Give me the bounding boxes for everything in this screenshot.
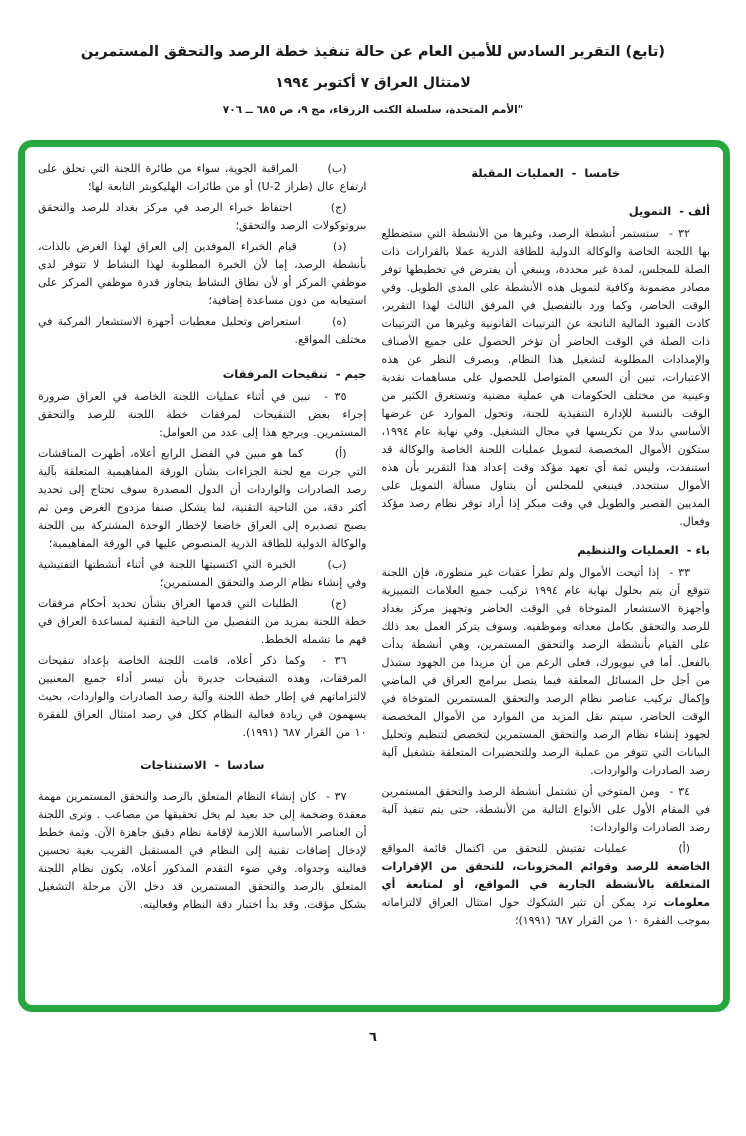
paragraph-33: ٣٣ - إذا أتيحت الأموال ولم تطرأ عقبات غير منظورة، فإن اللجنة تتوقع أن يتم بحلول نهاية عام ١٩٩٤ تركيب جميع العلامات التمييزية وأجهزة الاستشعار المتوخاة في الوقت الحاضر وتجهيز مركز بغداد للرصد والتحقق بكامل معداته وموظفيه. وسوف يتركز العمل بعد ذلك على القيام بأنشطة الرصد والتحقق المستمرين، وهي أنشطة بدأت بالفعل. أما في نيويورك، فعلى الرغم من أن مزيدا من الجهود ستبذل من أجل حل المسائل المعلقة فيما يتصل ببرامج العراق في الماضي وإكمال تركيب عناصر نظام الرصد والتحقق المستمرين المتوخاة في الوقت الحاضر، سيتم نقل المزيد من الموارد من الأموال المخصصة لجهود إنشاء نظام الرصد والتحقق المستمرين لتخصص لتنظيم وتحليل البيانات التي تتوفر من عملية الرصد وللتحضيرات المتعلقة بتشغيل آلية رصد الصادرات والواردات. [381, 566, 710, 777]
paragraph-item-dal: (د) قيام الخبراء الموفدين إلى العراق لهذا الغرض بالذات، بأنشطة الرصد، إما لأن الخبرة المطلوبة لهذا النشاط لا تتوفر لدى موظفي المركز أو لأن نطاق النشاط يتجاوز قدرة موظفي المركز على استيعابه من دون مساعدة إضافية؛ [38, 240, 367, 307]
paragraph-37: ٣٧ - كان إنشاء النظام المتعلق بالرصد والتحقق المستمرين مهمة معقدة وضخمة إلى حد بعيد لم يخل تحقيقها من مصاعب . وترى اللجنة أن العناصر الأساسية اللازمة لإقامة نظام دقيق جاهزة الآن. وثمة خطط لإدخال إضافات تقنية إلى النظام في المستقبل القريب بغية تحسين فعاليته وجدواه. وفي ضوء التقدم المذكور أعلاه، يكون نظام اللجنة المتعلق بالرصد والتحقق المستمرين قد دخل الآن مرحلة التشغيل بشكل مؤقت. وقد بدأ اختبار دقة النظام وفعاليته. [38, 790, 367, 911]
page-number: ٦ [369, 1030, 377, 1045]
column-right [382, 160, 711, 997]
paragraph-35: ٣٥ - تبين في أثناء عمليات اللجنة الخاصة في العراق ضرورة إجراء بعض التنقيحات لمرفقات خطة اللجنة للرصد والتحقق المستمرين. ويرجع هذا إلى عدد من العوامل: [38, 390, 367, 439]
paragraph-35-item-c: (ج) الطلبات التي قدمها العراق بشأن تحديد أحكام مرفقات خطة اللجنة بمزيد من التفصيل من الناحية التقنية لمساعدة العراق في فهم ما تشمله الخطط. [38, 597, 367, 646]
subheading-ba-operations: باء - العمليات والتنظيم [577, 543, 710, 557]
section-heading-five: خامسا - العمليات المقبلة [471, 166, 621, 180]
paragraph-35-item-a: (أ) كما هو مبين في الفصل الرابع أعلاه، أظهرت المناقشات التي جرت مع لجنة الجزاءات بشأن الورقة المفاهيمية المتعلقة بآلية رصد الصادرات والواردات أن الدول المصدرة سوف تحتاج إلى تحديد أكثر دقة، من الناحية التقنية، لما يشكل صنفا مزدوج الغرض ومن ثم يصبح تصديره إلى العراق خاضعا لإخطار الوحدة المشتركة بين اللجنة والوكالة الدولية للطاقة الذرية المنصوص عليها في الورقة المفاهيمية؛ [38, 447, 367, 550]
content-columns [25, 147, 723, 1005]
paragraph-34-item-a [382, 840, 711, 930]
paragraph-item-ba: (ب) المراقبة الجوية، سواء من طائرة اللجنة التي تحلق على ارتفاع عال (طراز U-2) أو من طائرات الهليكوبتر التابعة لها؛ [38, 162, 367, 193]
paragraph-34a-normal-end: ترد يمكن أن تثير الشكوك حول امتثال العراق لالتزاماته بموجب الفقرة ١٠ من القرار ٦٨٧ (١٩٩١)؛ [381, 896, 710, 927]
paragraph-36: ٣٦ - وكما ذكر أعلاه، قامت اللجنة الخاصة بإعداد تنقيحات المرفقات، وهذه التنقيحات جديرة بأن تيسر أداء جميع المعنيين لالتزاماتهم في إطار خطة اللجنة وآلية رصد الصادرات والواردات، بحيث يسهمون في زيادة فعالية النظام ككل في رصد امتثال العراق للفقرة ١٠ من القرار ٦٨٧ (١٩٩١). [38, 654, 367, 739]
document-header [0, 44, 746, 116]
paragraph-32: ٣٢ - ستستمر أنشطة الرصد، وغيرها من الأنشطة التي ستضطلع بها اللجنة الخاصة والوكالة الدولية للطاقة الذرية عملا بالقرارات ذات الصلة للمجلس، لمدة غير محددة، وينبغي أن يفترض في تخطيطها توفر مصادر مضمونة وكافية لتمويل هذه الأنشطة على المدى الطويل. وفي الوقت الحاضر، وكما ورد بالتفصيل في المرفق الثالث لهذا التقرير، كادت القيود المالية الناتجة عن الترتيبات القانونية وغيرها من الترتيبات ذات الصلة في الوقت الحاضر أن تؤخر الحصول على جميع الأصناف والإمدادات المطلوبة لتشغيل هذا النظام. وبصرف النظر عن هذه الاعتبارات، تبين أن السعي المتواصل للحصول على مساهمات نقدية وعينية من مختلف الحكومات هي عملية مضنية وتستغرق الكثير من الوقت بالنسبة للإدارة التنفيذية للجنة، وتحول الموارد عن غرضها الأساسي بدلا من تكريسها في مجال التشغيل. وفي نهاية عام ١٩٩٤، ستكون الأموال المخصصة لتمويل عمليات اللجنة الخاصة والوكالة قد استنفدت، وليس ثمة أي تعهد مؤكد وقت إعداد هذا التقرير بأن هذه الأموال ستتجدد. فينبغي للمجلس أن يتناول مسألة التمويل على المديين القصير والطويل في وقت مبكر إذا أراد توفر نظام رصد مؤكد وفعال. [381, 227, 710, 528]
column-left [38, 160, 367, 997]
paragraph-item-ha: (ه) استعراض وتحليل معطيات أجهزة الاستشعار المركبة في مختلف المواقع. [38, 315, 367, 346]
header-source-line: "الأمم المتحدة، سلسلة الكتب الزرقاء، مج ٩، ص ٦٨٥ ــ ٧٠٦ [222, 104, 524, 116]
paragraph-34a-normal-start: (أ) عمليات تفتيش للتحقق من اكتمال قائمة المواقع [381, 842, 690, 855]
paragraph-34a-bold-run: الخاضعة للرصد وقوائم المخزونات، للتحقق من الإقرارات المتعلقة بالأنشطة الجارية في المواقع، أو لمتابعة أي معلومات [381, 860, 710, 909]
subheading-jim-annex-revisions: جيم - تنقيحات المرفقات [222, 367, 367, 381]
green-frame [18, 140, 730, 1012]
paragraph-34: ٣٤ - ومن المتوخى أن تشتمل أنشطة الرصد والتحقق المستمرين في المقام الأول على الأنواع التالية من الأنشطة، حتى يتم تنفيذ آلية رصد الصادرات والواردات: [381, 785, 710, 834]
subheading-alif-funding: ألف - التمويل [628, 204, 710, 218]
header-title-line2: لامتثال العراق ٧ أكتوبر ١٩٩٤ [275, 75, 471, 91]
header-title-line1: (تابع) التقرير السادس للأمين العام عن حالة تنفيذ خطة الرصد والتحقق المستمرين [80, 44, 666, 60]
section-heading-six-conclusions: سادسا - الاستنتاجات [140, 758, 265, 772]
paragraph-35-item-b: (ب) الخبرة التي اكتسبتها اللجنة في أثناء أنشطتها التفتيشية وفي إنشاء نظام الرصد والتحقق المستمرين؛ [38, 558, 367, 589]
paragraph-item-jim: (ج) احتفاظ خبراء الرصد في مركز بغداد للرصد والتحقق ببروتوكولات الرصد والتحقق؛ [38, 201, 367, 232]
